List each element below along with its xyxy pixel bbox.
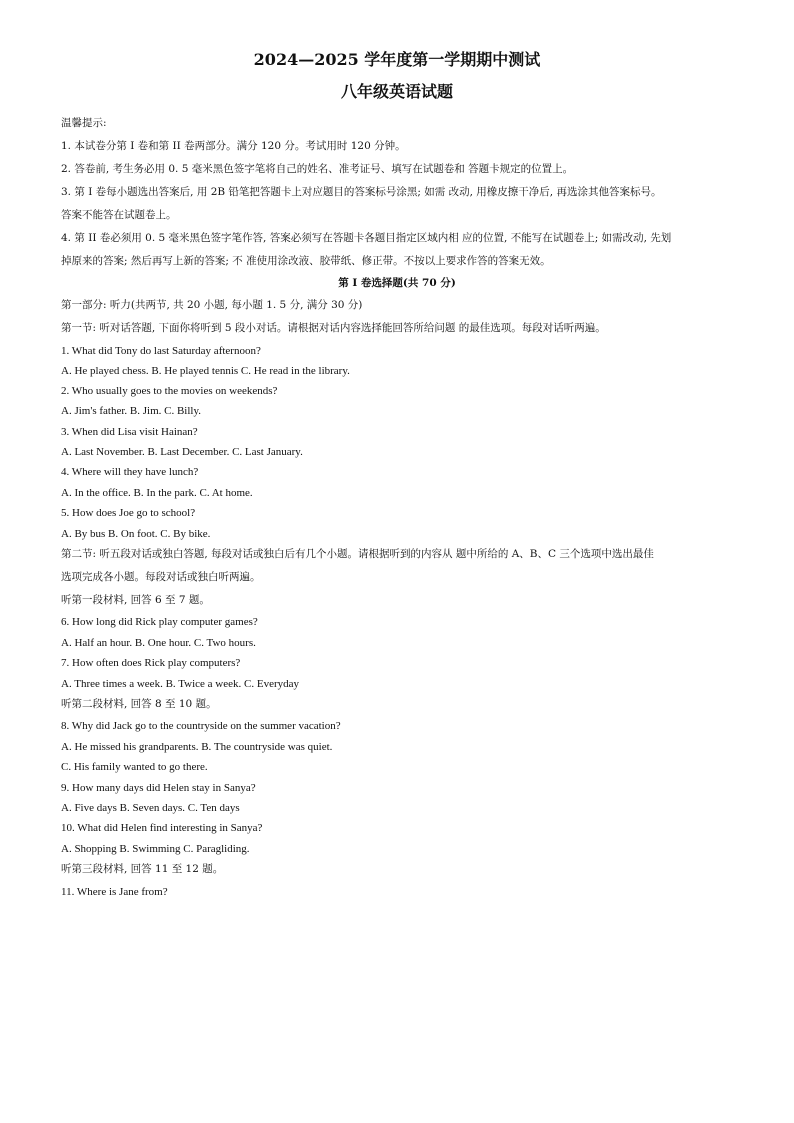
question-5: 5. How does Joe go to school?	[61, 507, 196, 519]
material-1-heading: 听第一段材料, 回答 6 至 7 题。	[61, 594, 210, 606]
exam-title: 2024—2025 学年度第一学期期中测试	[253, 50, 541, 69]
options-8-line-1: A. He missed his grandparents. B. The countryside was quiet.	[61, 741, 333, 753]
note-1: 1. 本试卷分第 I 卷和第 II 卷两部分。满分 120 分。考试用时 120 分钟。	[61, 140, 406, 152]
options-7: A. Three times a week. B. Twice a week. C. Everyday	[61, 678, 299, 690]
options-3: A. Last November. B. Last December. C. Last January.	[61, 446, 303, 458]
options-1: A. He played chess. B. He played tennis C. He read in the library.	[61, 365, 350, 377]
question-1: 1. What did Tony do last Saturday afternoon?	[61, 345, 261, 357]
material-3-heading: 听第三段材料, 回答 11 至 12 题。	[61, 863, 224, 875]
options-2: A. Jim's father. B. Jim. C. Billy.	[61, 405, 201, 417]
options-9: A. Five days B. Seven days. C. Ten days	[61, 802, 240, 814]
question-2: 2. Who usually goes to the movies on weekends?	[61, 385, 278, 397]
question-8: 8. Why did Jack go to the countryside on the summer vacation?	[61, 720, 341, 732]
note-3-line-2: 答案不能答在试题卷上。	[61, 209, 177, 221]
question-9: 9. How many days did Helen stay in Sanya?	[61, 782, 256, 794]
part-1-heading: 第一部分: 听力(共两节, 共 20 小题, 每小题 1. 5 分, 满分 30 分)	[61, 299, 363, 311]
question-11: 11. Where is Jane from?	[61, 886, 168, 898]
options-4: A. In the office. B. In the park. C. At home.	[61, 487, 253, 499]
question-3: 3. When did Lisa visit Hainan?	[61, 426, 198, 438]
listening-section-2-instructions-line-2: 选项完成各小题。每段对话或独白听两遍。	[61, 571, 261, 583]
note-4-line-2: 掉原来的答案; 然后再写上新的答案; 不 准使用涂改液、胶带纸、修正带。不按以上要求作答的答案无效。	[61, 255, 551, 267]
options-8-line-2: C. His family wanted to go there.	[61, 761, 208, 773]
listening-section-1-instructions: 第一节: 听对话答题, 下面你将听到 5 段小对话。请根据对话内容选择能回答所给问题 的最佳选项。每段对话听两遍。	[61, 322, 606, 334]
note-4-line-1: 4. 第 II 卷必须用 0. 5 毫米黑色签字笔作答, 答案必须写在答题卡各题目指定区域内相 应的位置, 不能写在试题卷上; 如需改动, 先划	[61, 232, 672, 244]
section-heading: 第 I 卷选择题(共 70 分)	[338, 277, 456, 289]
options-6: A. Half an hour. B. One hour. C. Two hours.	[61, 637, 256, 649]
question-4: 4. Where will they have lunch?	[61, 466, 199, 478]
options-10: A. Shopping B. Swimming C. Paragliding.	[61, 843, 250, 855]
material-2-heading: 听第二段材料, 回答 8 至 10 题。	[61, 698, 217, 710]
question-10: 10. What did Helen find interesting in Sanya?	[61, 822, 263, 834]
note-2: 2. 答卷前, 考生务必用 0. 5 毫米黑色签字笔将自己的姓名、准考证号、填写在试题卷和 答题卡规定的位置上。	[61, 163, 574, 175]
listening-section-2-instructions-line-1: 第二节: 听五段对话或独白答题, 每段对话或独白后有几个小题。请根据听到的内容从 题中所给的 A、B、C 三个选项中选出最佳	[61, 548, 654, 560]
exam-subtitle: 八年级英语试题	[340, 82, 453, 101]
options-5: A. By bus B. On foot. C. By bike.	[61, 528, 211, 540]
question-7: 7. How often does Rick play computers?	[61, 657, 241, 669]
question-6: 6. How long did Rick play computer games?	[61, 616, 258, 628]
note-3-line-1: 3. 第 I 卷每小题选出答案后, 用 2B 铅笔把答题卡上对应题目的答案标号涂黑; 如需 改动, 用橡皮擦干净后, 再选涂其他答案标号。	[61, 186, 662, 198]
notes-heading: 温馨提示:	[61, 117, 107, 129]
